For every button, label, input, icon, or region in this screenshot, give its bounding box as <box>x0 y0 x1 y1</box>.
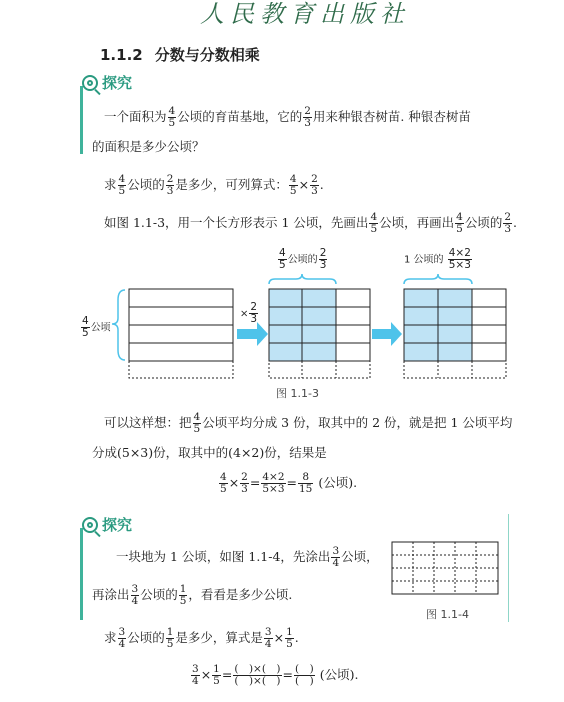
fraction <box>285 627 294 650</box>
text-fragment: 公顷的育苗基地，它的 <box>177 109 303 124</box>
fraction <box>219 472 228 495</box>
text-fragment: 3 <box>264 626 272 638</box>
text-fragment: . <box>513 215 518 230</box>
fraction <box>81 316 90 339</box>
mid-label <box>277 248 328 271</box>
fraction <box>191 664 200 687</box>
text-fragment: × <box>200 667 212 682</box>
fraction <box>249 302 258 325</box>
text-fragment: = <box>221 667 233 682</box>
fraction <box>212 664 221 687</box>
text-fragment: 是多少，算式是 <box>175 630 263 645</box>
fraction <box>166 627 175 650</box>
explore-label: 探究 <box>102 516 133 534</box>
text-fragment: 4×2 <box>262 471 285 483</box>
section-name: 分数与分数相乘 <box>154 46 260 64</box>
text-fragment: = <box>249 475 261 490</box>
text-fragment: 5 <box>166 638 174 650</box>
text-fragment: 4 <box>193 411 201 423</box>
text-fragment: 5 <box>193 423 201 435</box>
explore2-line2 <box>92 584 292 607</box>
text-fragment: = <box>282 667 294 682</box>
text-fragment: 4 <box>264 638 272 650</box>
text-fragment: 5 <box>279 259 286 271</box>
text-fragment: 1 <box>179 583 187 595</box>
equation-2 <box>190 664 358 687</box>
text-fragment: 4 <box>220 471 227 483</box>
text-fragment: 一块地为 1 公顷，如图 1.1-4，先涂出 <box>116 549 331 564</box>
text-fragment: 2 <box>319 247 327 259</box>
text-fragment: 3 <box>311 185 318 197</box>
text-fragment: ( )×( ) <box>234 663 281 675</box>
rect-result <box>404 274 506 378</box>
publisher-logo: 人民教育出版社 <box>200 0 410 28</box>
text-fragment: 可以这样想：把 <box>104 415 192 430</box>
fraction <box>261 472 285 495</box>
text-fragment: 3 <box>319 259 327 271</box>
blank-fraction <box>233 664 281 687</box>
text-fragment: 3 <box>304 117 311 129</box>
brace <box>112 290 125 360</box>
fraction <box>448 248 472 271</box>
blank-fraction <box>294 664 315 687</box>
text-fragment: 8 <box>298 472 313 484</box>
explore-text-line2: 的面积是多少公顷？ <box>92 139 205 154</box>
multiply-label <box>240 302 259 325</box>
text-fragment: 4 <box>370 211 378 223</box>
text-fragment: 5 <box>220 483 227 495</box>
text-fragment: 1 <box>213 663 220 675</box>
fraction <box>331 546 340 569</box>
para-question <box>104 627 299 650</box>
text-fragment: 3 <box>131 583 139 595</box>
text-fragment: × <box>298 177 310 192</box>
text-fragment: 1 <box>286 626 293 638</box>
fraction <box>193 412 202 435</box>
explore2-line1 <box>116 546 379 569</box>
text-fragment: . <box>319 177 324 192</box>
explore-bar-2 <box>80 528 83 620</box>
text-fragment: 用来种银杏树苗. 种银杏树苗 <box>312 109 471 124</box>
text-fragment: 公顷， <box>341 549 379 564</box>
fraction <box>298 472 313 495</box>
text-fragment: 公顷 <box>90 322 111 334</box>
explore-right-bar <box>508 514 509 622</box>
text-fragment: 3 <box>332 545 340 557</box>
text-fragment: 1 <box>166 626 174 638</box>
text-fragment: 公顷的 <box>464 215 503 230</box>
text-fragment: 3 <box>250 313 258 325</box>
text-fragment: × <box>240 308 249 320</box>
text-fragment: 5 <box>456 223 463 235</box>
text-fragment: 4 <box>168 105 176 117</box>
text-fragment: 3 <box>166 185 174 197</box>
text-fragment: 4 <box>332 557 340 569</box>
section-number: 1.1.2 <box>100 46 143 64</box>
text-fragment: 3 <box>504 223 512 235</box>
text-fragment: 5 <box>168 117 176 129</box>
text-fragment: 公顷，再画出 <box>379 215 455 230</box>
text-fragment: 4 <box>279 247 286 259</box>
text-fragment: 公顷平均分成 3 份，取其中的 2 份，就是把 1 公顷平均 <box>202 415 513 430</box>
text-fragment: 5 <box>118 185 126 197</box>
text-fragment: (公顷). <box>319 667 359 682</box>
text-fragment: 求 <box>104 630 117 645</box>
text-fragment: 4 <box>456 211 463 223</box>
text-fragment: 是多少，可列算式： <box>175 177 288 192</box>
text-fragment: 2 <box>241 471 248 483</box>
text-fragment: 一个面积为 <box>104 109 167 124</box>
text-fragment: 再涂出 <box>92 587 130 602</box>
text-fragment: 如图 1.1-3，用一个长方形表示 1 公顷，先画出 <box>104 215 369 230</box>
text-fragment: 2 <box>166 173 174 185</box>
text-fragment: 4 <box>118 638 126 650</box>
text-fragment: 4 <box>131 595 139 607</box>
text-fragment: 3 <box>192 663 199 675</box>
fraction <box>118 627 127 650</box>
fraction <box>264 627 273 650</box>
text-fragment: 公顷的 <box>140 587 178 602</box>
text-fragment: 5×3 <box>262 483 285 495</box>
text-fragment: 5 <box>82 327 89 339</box>
fraction <box>131 584 140 607</box>
text-fragment: (公顷). <box>318 475 358 490</box>
text-fragment: ，看看是多少公顷. <box>188 587 293 602</box>
text-fragment: 2 <box>311 173 318 185</box>
text-fragment: 2 <box>250 301 258 313</box>
text-fragment: 公顷的 <box>127 630 165 645</box>
explore-icon <box>82 517 98 533</box>
figure-caption: 图 1.1-3 <box>276 387 319 400</box>
text-fragment: 1 公顷的 <box>404 254 444 266</box>
text-fragment: 5×3 <box>448 259 471 271</box>
text-fragment: ( ) <box>295 663 314 675</box>
text-fragment: = <box>286 475 297 490</box>
text-fragment: 求 <box>104 177 117 192</box>
text-fragment: 3 <box>241 483 248 495</box>
text-fragment: 4 <box>82 315 89 327</box>
text-fragment: 2 <box>504 211 512 223</box>
text-fragment: 公顷的 <box>127 177 165 192</box>
fraction <box>240 472 249 495</box>
explore-label: 探究 <box>102 74 133 92</box>
text-fragment: 5 <box>370 223 378 235</box>
text-fragment: . <box>294 630 299 645</box>
text-fragment: 5 <box>179 595 187 607</box>
text-fragment: 5 <box>289 185 297 197</box>
text-fragment: × <box>228 475 240 490</box>
arrow-icon <box>372 322 402 346</box>
text-fragment: 4×2 <box>448 247 471 259</box>
para-reasoning-line2: 分成(5×3)份，取其中的(4×2)份，结果是 <box>92 445 327 460</box>
fraction <box>319 248 328 271</box>
text-fragment: 5 <box>286 638 293 650</box>
arrow-icon <box>237 322 268 346</box>
explore-heading-2 <box>82 514 132 535</box>
text-fragment: 15 <box>299 483 313 495</box>
text-fragment: ( ) <box>295 675 314 687</box>
text-fragment: 4 <box>289 173 297 185</box>
equation-1 <box>218 472 357 495</box>
figure-caption-2: 图 1.1-4 <box>426 608 469 621</box>
fraction <box>278 248 287 271</box>
text-fragment: ( )×( ) <box>234 675 281 687</box>
right-label <box>404 248 473 271</box>
text-fragment: 4 <box>118 173 126 185</box>
left-label <box>80 316 111 339</box>
text-fragment: 5 <box>213 675 220 687</box>
text-fragment: 公顷的 <box>287 254 318 266</box>
para-reasoning-line1 <box>104 412 512 435</box>
text-fragment: × <box>273 630 285 645</box>
text-fragment: 2 <box>304 105 311 117</box>
text-fragment: 4 <box>192 675 199 687</box>
rect-4-5 <box>129 289 233 378</box>
text-fragment: 3 <box>118 626 126 638</box>
fraction <box>179 584 188 607</box>
rect-4-5-of-2-3 <box>269 274 370 378</box>
figure-1-1-4-grid <box>392 542 498 594</box>
